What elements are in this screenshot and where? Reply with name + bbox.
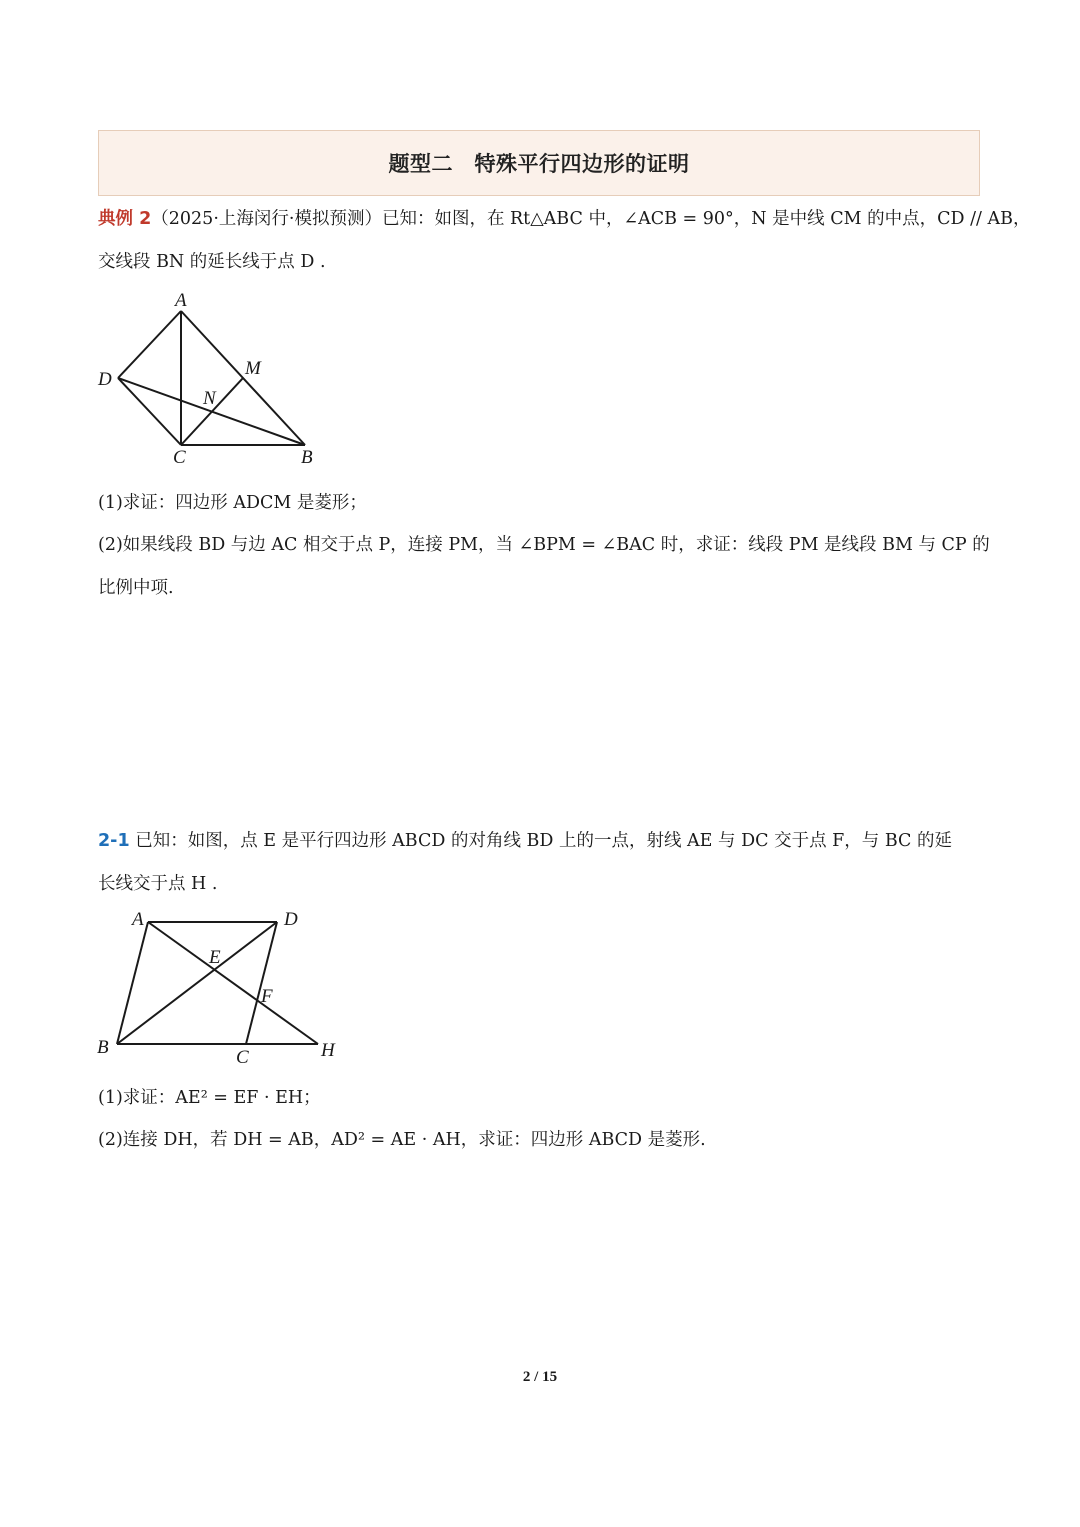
section-title-banner xyxy=(98,130,980,196)
problem21-figure xyxy=(90,900,360,1070)
label-D: D xyxy=(98,369,112,390)
label-D: D xyxy=(284,909,298,930)
problem21-q2: (2)连接 DH，若 DH = AB，AD² = AE · AH，求证：四边形 ABCD 是菱形. xyxy=(98,1130,706,1150)
segment-BD xyxy=(117,922,277,1044)
problem21-line1 xyxy=(98,829,952,853)
label-B: B xyxy=(97,1037,109,1058)
segment-AH xyxy=(148,922,318,1044)
label-H: H xyxy=(321,1040,335,1061)
example2-statement: （2025·上海闵行·模拟预测）已知：如图，在 Rt△ABC 中，∠ACB = 90°，N 是中线 CM 的中点，CD // AB， xyxy=(151,209,1031,229)
example2-q1: (1)求证：四边形 ADCM 是菱形； xyxy=(98,493,367,513)
example2-tag: 典例 2 xyxy=(98,209,152,229)
example2-q2-line2: 比例中项. xyxy=(98,578,174,598)
segment-DA xyxy=(118,311,181,378)
label-C: C xyxy=(236,1047,249,1068)
problem21-tag: 2-1 xyxy=(98,831,130,851)
segment-AB xyxy=(117,922,148,1044)
problem21-line2: 长线交于点 H . xyxy=(98,874,218,894)
label-E: E xyxy=(209,947,221,968)
label-F: F xyxy=(261,986,273,1007)
page-number: 2 / 15 xyxy=(522,1369,558,1385)
example2-figure xyxy=(90,285,330,470)
label-N: N xyxy=(203,388,216,409)
label-A: A xyxy=(175,290,187,311)
label-A: A xyxy=(132,909,144,930)
section-title: 题型二 特殊平行四边形的证明 xyxy=(388,152,690,176)
example2-q2-line1: (2)如果线段 BD 与边 AC 相交于点 P，连接 PM，当 ∠BPM = ∠BAC 时，求证：线段 PM 是线段 BM 与 CP 的 xyxy=(98,535,990,555)
label-C: C xyxy=(173,447,186,468)
label-B: B xyxy=(301,447,313,468)
example2-line2: 交线段 BN 的延长线于点 D . xyxy=(98,252,326,272)
segment-DC xyxy=(246,922,277,1044)
label-M: M xyxy=(245,358,261,379)
segment-DC xyxy=(118,378,181,445)
example2-line1 xyxy=(98,207,1030,231)
problem21-statement: 已知：如图，点 E 是平行四边形 ABCD 的对角线 BD 上的一点，射线 AE 与 DC 交于点 F，与 BC 的延 xyxy=(135,831,952,851)
problem21-q1: (1)求证：AE² = EF · EH； xyxy=(98,1088,321,1108)
